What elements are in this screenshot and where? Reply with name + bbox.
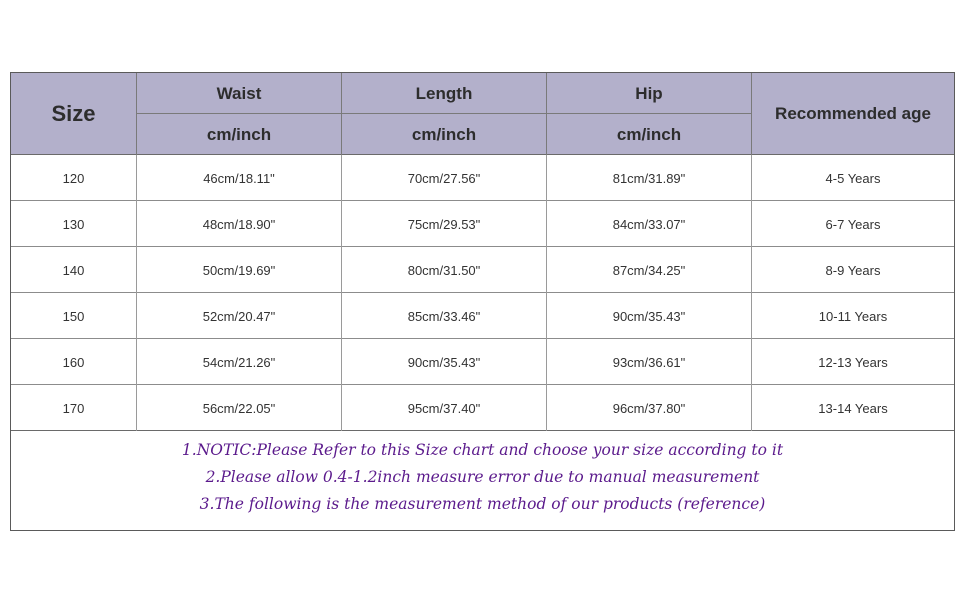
size-header: Size [51, 101, 96, 126]
note-line: 3.The following is the measurement method of our products (reference) [199, 495, 766, 513]
table-row [11, 155, 954, 201]
age-cell: 13-14 Years [818, 400, 888, 416]
column-divider [751, 201, 752, 247]
waist-cell: 50cm/19.69" [202, 262, 276, 278]
column-divider [341, 339, 342, 385]
column-divider [136, 339, 137, 385]
hip-cell: 90cm/35.43" [612, 308, 686, 324]
size-cell: 170 [62, 400, 85, 416]
age-cell: 12-13 Years [818, 354, 888, 370]
size-cell: 160 [62, 354, 85, 370]
hip-header: Hip [635, 83, 663, 103]
hip-cell: 87cm/34.25" [612, 262, 686, 278]
waist-unit-label: cm/inch [206, 124, 272, 144]
column-divider [341, 247, 342, 293]
note-line: 1.NOTIC:Please Refer to this Size chart and choose your size according to it [181, 441, 784, 459]
recommended-age-header: Recommended age [775, 104, 931, 123]
column-divider [751, 293, 752, 339]
column-divider [546, 339, 547, 385]
column-divider [751, 339, 752, 385]
column-divider [751, 385, 752, 431]
waist-cell: 54cm/21.26" [202, 354, 276, 370]
column-divider [341, 293, 342, 339]
length-header: Length [415, 83, 473, 103]
size-cell: 140 [62, 262, 85, 278]
size-cell: 130 [62, 216, 85, 232]
column-divider [546, 201, 547, 247]
hip-cell: 84cm/33.07" [612, 216, 686, 232]
size-cell: 150 [62, 308, 85, 324]
column-divider [546, 247, 547, 293]
waist-cell: 52cm/20.47" [202, 308, 276, 324]
table-row [11, 247, 954, 293]
waist-cell: 46cm/18.11" [203, 170, 275, 186]
column-divider [751, 155, 752, 201]
table-row [11, 201, 954, 247]
column-divider [136, 201, 137, 247]
column-divider [751, 247, 752, 293]
age-cell: 4-5 Years [825, 170, 881, 186]
length-cell: 70cm/27.56" [407, 170, 481, 186]
length-cell: 90cm/35.43" [407, 354, 481, 370]
age-cell: 6-7 Years [825, 216, 881, 232]
header-divider [341, 73, 342, 155]
waist-cell: 48cm/18.90" [202, 216, 276, 232]
note-line: 2.Please allow 0.4-1.2inch measure error due to manual measurement [205, 468, 760, 486]
table-row [11, 385, 954, 431]
hip-unit-label: cm/inch [616, 124, 682, 144]
length-cell: 75cm/29.53" [407, 216, 481, 232]
waist-cell: 56cm/22.05" [202, 400, 276, 416]
waist-header: Waist [216, 83, 262, 103]
column-divider [546, 385, 547, 431]
column-divider [546, 293, 547, 339]
age-cell: 8-9 Years [825, 262, 881, 278]
hip-cell: 81cm/31.89" [612, 170, 686, 186]
table-header [11, 73, 954, 155]
length-unit-label: cm/inch [411, 124, 477, 144]
column-divider [136, 293, 137, 339]
size-chart-notes [11, 435, 954, 531]
hip-cell: 93cm/36.61" [612, 354, 686, 370]
column-divider [546, 155, 547, 201]
column-divider [341, 201, 342, 247]
table-row [11, 339, 954, 385]
age-cell: 10-11 Years [818, 308, 888, 324]
length-cell: 95cm/37.40" [407, 400, 481, 416]
hip-cell: 96cm/37.80" [612, 400, 686, 416]
column-divider [136, 385, 137, 431]
column-divider [136, 155, 137, 201]
header-divider [751, 73, 752, 155]
length-cell: 85cm/33.46" [407, 308, 481, 324]
column-divider [341, 385, 342, 431]
table-row [11, 293, 954, 339]
header-divider [137, 113, 751, 114]
column-divider [341, 155, 342, 201]
size-chart-table [10, 72, 955, 531]
header-divider [546, 73, 547, 155]
column-divider [136, 247, 137, 293]
length-cell: 80cm/31.50" [407, 262, 481, 278]
header-divider [136, 73, 137, 155]
size-cell: 120 [62, 170, 85, 186]
